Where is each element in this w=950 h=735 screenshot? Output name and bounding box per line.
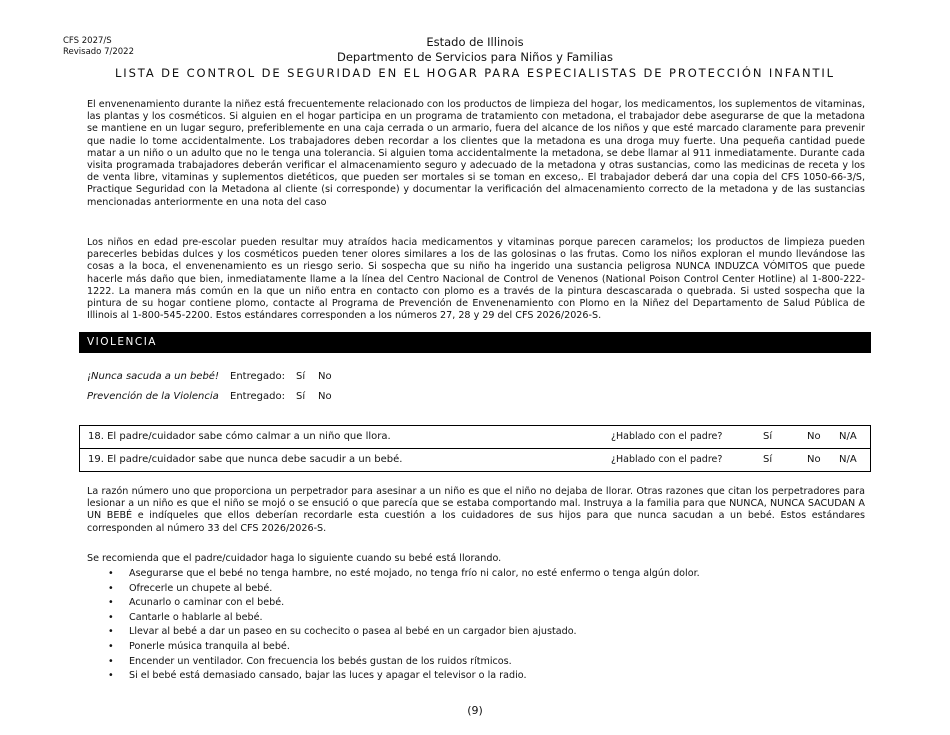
- checklist-table: [79, 425, 871, 472]
- crying-paragraph: La razón número uno que proporciona un perpetrador para asesinar a un niño es que el niño no dejaba de llorar. Otras razones que citan los perpetradores para lesionar a un niño es que el niño se mojó o se ensució o que parecía que se estaba comportando mal. Instruya a la familia para que NUNCA, NUNCA SACUDAN A UN BEBÉ e indíqueles que ellos deberían recordarle esta cuestión a los cuidadores de sus hijos para que nunca sacudan a un bebé. Estos estándares corresponden al número 33 del CFS 2026/2026-S.: [87, 486, 865, 534]
- list-item-text: Si el bebé está demasiado cansado, bajar las luces y apagar el televisor o la radio.: [129, 670, 527, 682]
- state-name: Estado de Illinois: [426, 35, 524, 49]
- recommendation-intro: Se recomienda que el padre/cuidador haga lo siguiente cuando su bebé está llorando.: [87, 553, 502, 564]
- answer-na-option[interactable]: N/A: [839, 454, 857, 465]
- handout-row: [87, 371, 332, 382]
- answer-yes-option[interactable]: Sí: [763, 454, 773, 465]
- question-text: 18. El padre/cuidador sabe cómo calmar a un niño que llora.: [88, 431, 391, 442]
- section-header-violence: VIOLENCIA: [79, 332, 871, 353]
- list-item: [108, 669, 858, 684]
- handout-row: [87, 391, 332, 402]
- list-item: [108, 567, 858, 582]
- bullet-icon: •: [108, 582, 114, 594]
- answer-yes-option[interactable]: Sí: [763, 431, 773, 442]
- question-text: 19. El padre/cuidador sabe que nunca debe sacudir a un bebé.: [88, 454, 403, 465]
- list-item-text: Ponerle música tranquila al bebé.: [129, 640, 290, 652]
- revised-date: Revisado 7/2022: [63, 47, 134, 57]
- bullet-icon: •: [108, 626, 114, 638]
- poisoning-paragraph: El envenenamiento durante la niñez está frecuentemente relacionado con los productos de limpieza del hogar, los medicamentos, los suplementos de vitaminas, las plantas y los cosméticos. Si alguien en el hogar participa en un programa de tratamiento con metadona, el trabajador debe asegurarse de que la metadona se mantiene en un lugar seguro, preferiblemente en una caja cerrada o un armario, fuera del alcance de los niños y que esté marcado claramente para prevenir que nadie lo tome accidentalmente. Los trabajadores deben recordar a los clientes que la metadona es una droga muy fuerte. Una pequeña cantidad puede matar a un niño o un adulto que no le tenga una tolerancia. Si alguien toma accidentalmente la metadona, se debe llamar al 911 inmediatamente. Durante cada visita programada trabajadores deberán verificar el almacenamiento seguro y adecuado de la metadona y otras sustancias, como las medicinas de receta y los de venta libre, vitaminas y suplementos dietéticos, que pueden ser mortales si se toman en exceso,. El trabajador deberá dar una copia del CFS 1050-66-3/S, Practique Seguridad con la Metadona al cliente (si corresponde) y documentar la verificación del almacenamiento correcto de la metadona y de las sustancias mencionadas anteriormente en una nota del caso: [87, 99, 865, 208]
- bullet-icon: •: [108, 611, 114, 623]
- handout-delivered-label: Entregado:: [230, 391, 285, 402]
- list-item-text: Cantarle o hablarle al bebé.: [129, 611, 263, 623]
- recommendation-list: [108, 567, 858, 684]
- bullet-icon: •: [108, 568, 114, 579]
- answer-na-option[interactable]: N/A: [839, 431, 857, 442]
- list-item-text: Asegurarse que el bebé no tenga hambre, no esté mojado, no tenga frío ni calor, no esté enfermo o tenga algún dolor.: [129, 568, 700, 579]
- answer-no-option[interactable]: No: [807, 431, 821, 442]
- discussed-with-parent-label: ¿Hablado con el padre?: [611, 454, 723, 465]
- page-number: (9): [467, 704, 483, 717]
- handout-yes-option[interactable]: Sí: [296, 391, 306, 402]
- handout-yes-option[interactable]: Sí: [296, 371, 306, 382]
- answer-no-option[interactable]: No: [807, 454, 821, 465]
- list-item: [108, 582, 858, 597]
- bullet-icon: •: [108, 670, 114, 682]
- list-item-text: Acunarlo o caminar con el bebé.: [129, 597, 285, 609]
- list-item-text: Encender un ventilador. Con frecuencia los bebés gustan de los ruidos rítmicos.: [129, 655, 512, 667]
- department-name: Departmento de Servicios para Niños y Familias: [336, 50, 614, 64]
- list-item: [108, 611, 858, 626]
- checklist-row: [80, 448, 870, 471]
- bullet-icon: •: [108, 640, 114, 652]
- list-item-text: Ofrecerle un chupete al bebé.: [129, 582, 273, 594]
- handout-no-option[interactable]: No: [318, 391, 332, 402]
- checklist-row: [80, 426, 870, 448]
- preschool-paragraph: Los niños en edad pre-escolar pueden resultar muy atraídos hacia medicamentos y vitaminas porque parecen caramelos; los productos de limpieza pueden parecerles bebidas dulces y los cosméticos pueden tener olores similares a los de las golosinas o las frutas. Como los niños exploran el mundo llevándose las cosas a la boca, el envenenamiento es un riesgo serio. Si sospecha que su niño ha ingerido una sustancia peligrosa NUNCA INDUZCA VÓMITOS que puede hacerle más daño que bien, inmediatamente llame a la línea del Centro Nacional de Control de Venenos (National Poison Control Center Hotline) al 1-800-222-1222. La manera más común en la que un niño entra en contacto con plomo es a través de la pintura descascarada o quebrada. Si usted sospecha que la pintura de su hogar contiene plomo, contacte al Programa de Prevención de Envenenamiento con Plomo en la Niñez del Departamento de Salud Pública de Illinois al 1-800-545-2200. Estos estándares corresponden a los números 27, 28 y 29 del CFS 2026/2026-S.: [87, 237, 865, 322]
- form-id: CFS 2027/S: [63, 36, 112, 46]
- list-item: [108, 655, 858, 670]
- page-title: LISTA DE CONTROL DE SEGURIDAD EN EL HOGAR PARA ESPECIALISTAS DE PROTECCIÓN INFANTIL: [115, 66, 835, 80]
- handout-no-option[interactable]: No: [318, 371, 332, 382]
- list-item: [108, 596, 858, 611]
- handout-delivered-label: Entregado:: [230, 371, 285, 382]
- list-item: [108, 625, 858, 640]
- discussed-with-parent-label: ¿Hablado con el padre?: [611, 431, 723, 442]
- list-item: [108, 640, 858, 655]
- handout-name: ¡Nunca sacuda a un bebé!: [87, 371, 219, 382]
- list-item-text: Llevar al bebé a dar un paseo en su cochecito o pasea al bebé en un cargador bien ajustado.: [129, 626, 577, 638]
- bullet-icon: •: [108, 655, 114, 667]
- handout-name: Prevención de la Violencia: [87, 391, 219, 402]
- bullet-icon: •: [108, 597, 114, 609]
